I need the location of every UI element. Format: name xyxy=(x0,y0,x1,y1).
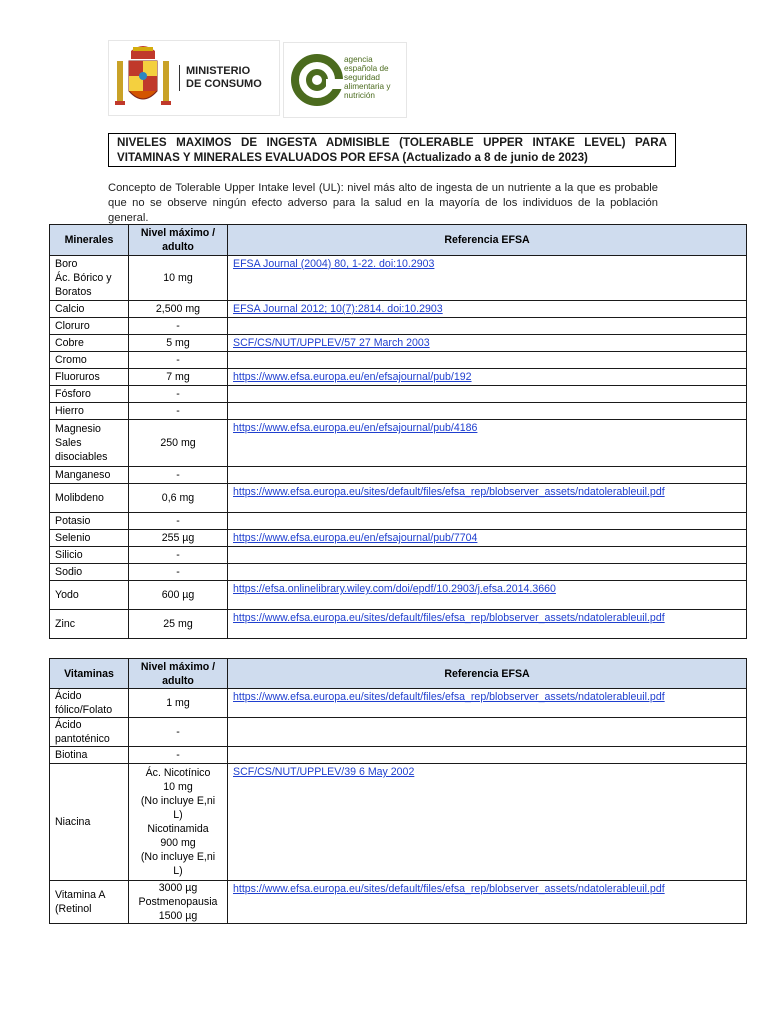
ministerio-line1: MINISTERIO xyxy=(186,65,251,77)
cell-name xyxy=(50,369,129,386)
aesan-line: seguridad xyxy=(344,73,380,82)
cell-level xyxy=(129,610,228,639)
cell-level-text: - xyxy=(176,405,180,417)
cell-level-text: 5 mg xyxy=(166,337,190,349)
cell-level xyxy=(129,881,228,924)
cell-name xyxy=(50,610,129,639)
table-row xyxy=(50,467,747,484)
cell-name-text: Yodo xyxy=(55,589,79,601)
cell-name-text: Cloruro xyxy=(55,320,90,332)
cell-level-text: - xyxy=(176,320,180,332)
cell-level-text: 1 mg xyxy=(166,697,190,709)
aesan-line: española de xyxy=(344,64,389,73)
cell-reference xyxy=(228,335,747,352)
cell-reference xyxy=(228,689,747,718)
cell-level xyxy=(129,467,228,484)
cell-reference xyxy=(228,764,747,881)
reference-link[interactable]: SCF/CS/NUT/UPPLEV/39 6 May 2002 xyxy=(233,766,415,778)
cell-name-text: Calcio xyxy=(55,303,85,315)
cell-name xyxy=(50,718,129,747)
cell-reference xyxy=(228,352,747,369)
cell-name-text: Selenio xyxy=(55,532,91,544)
table-header-row xyxy=(50,659,747,689)
table-row xyxy=(50,881,747,924)
cell-reference xyxy=(228,530,747,547)
cell-reference xyxy=(228,386,747,403)
cell-name xyxy=(50,747,129,764)
table-row xyxy=(50,386,747,403)
cell-name xyxy=(50,301,129,318)
header-vitaminas: Vitaminas xyxy=(50,659,129,689)
cell-level-text: - xyxy=(176,388,180,400)
cell-level-text: 25 mg xyxy=(163,618,193,630)
cell-reference xyxy=(228,301,747,318)
cell-level xyxy=(129,764,228,881)
reference-link[interactable]: EFSA Journal 2012; 10(7):2814. doi:10.2903 xyxy=(233,303,443,315)
reference-link[interactable]: EFSA Journal (2004) 80, 1-22. doi:10.2903 xyxy=(233,258,435,270)
aesan-line: nutrición xyxy=(344,91,375,100)
table-row xyxy=(50,318,747,335)
cell-level xyxy=(129,484,228,513)
cell-name xyxy=(50,403,129,420)
table-row xyxy=(50,547,747,564)
ul-concept-paragraph: Concepto de Tolerable Upper Intake level (UL): nivel más alto de ingesta de un nutriente a la que es probable que no se observe ningún efecto adverso para la salud en la mayoría de los individuos de la población general. xyxy=(108,182,658,224)
cell-level-text: - xyxy=(176,354,180,366)
cell-reference xyxy=(228,467,747,484)
cell-name xyxy=(50,513,129,530)
table-row xyxy=(50,513,747,530)
cell-name xyxy=(50,764,129,881)
cell-level xyxy=(129,301,228,318)
cell-name-text: Boro Ác. Bórico y Boratos xyxy=(55,258,112,298)
table-row xyxy=(50,530,747,547)
table-row xyxy=(50,301,747,318)
table-row xyxy=(50,564,747,581)
cell-level xyxy=(129,564,228,581)
header-minerales: Minerales xyxy=(50,225,129,256)
aesan-line: agencia xyxy=(344,55,373,64)
cell-reference xyxy=(228,747,747,764)
cell-reference xyxy=(228,564,747,581)
cell-level-text: 0,6 mg xyxy=(161,492,195,504)
reference-link[interactable]: https://efsa.onlinelibrary.wiley.com/doi/epdf/10.2903/j.efsa.2014.3660 xyxy=(233,583,556,595)
aesan-spiral-icon xyxy=(290,53,344,107)
cell-reference xyxy=(228,420,747,467)
reference-link[interactable]: https://www.efsa.europa.eu/sites/default/files/efsa_rep/blobserver_assets/ndatolerableuil.pdf xyxy=(233,691,665,703)
cell-level-text: - xyxy=(176,566,180,578)
cell-level-text: 7 mg xyxy=(166,371,190,383)
cell-reference xyxy=(228,547,747,564)
cell-name xyxy=(50,386,129,403)
cell-level-text: - xyxy=(176,515,180,527)
cell-level-text: - xyxy=(176,549,180,561)
cell-reference xyxy=(228,318,747,335)
cell-name-text: Hierro xyxy=(55,405,84,417)
cell-name xyxy=(50,581,129,610)
cell-name-text: Cromo xyxy=(55,354,87,366)
cell-level xyxy=(129,318,228,335)
cell-reference xyxy=(228,718,747,747)
cell-name xyxy=(50,335,129,352)
cell-level-text: 10 mg xyxy=(163,272,193,284)
table-row xyxy=(50,420,747,467)
cell-level xyxy=(129,530,228,547)
header-referencia: Referencia EFSA xyxy=(228,225,747,256)
cell-name xyxy=(50,352,129,369)
aesan-logo xyxy=(283,42,407,118)
cell-reference xyxy=(228,256,747,301)
table-row xyxy=(50,747,747,764)
cell-level xyxy=(129,403,228,420)
reference-link[interactable]: https://www.efsa.europa.eu/en/efsajournal/pub/7704 xyxy=(233,532,478,544)
ministerio-text xyxy=(179,65,262,91)
cell-name-text: Fluoruros xyxy=(55,371,100,383)
cell-level-text: - xyxy=(176,469,180,481)
cell-name-text: Magnesio Sales disociables xyxy=(55,423,108,463)
reference-link[interactable]: https://www.efsa.europa.eu/sites/default/files/efsa_rep/blobserver_assets/ndatolerableuil.pdf xyxy=(233,486,665,498)
cell-level-text: 3000 µg Postmenopausia 1500 µg xyxy=(138,882,218,922)
cell-level-text: 2,500 mg xyxy=(155,303,201,315)
cell-name xyxy=(50,564,129,581)
reference-link[interactable]: https://www.efsa.europa.eu/sites/default/files/efsa_rep/blobserver_assets/ndatolerableuil.pdf xyxy=(233,883,665,895)
cell-name xyxy=(50,689,129,718)
cell-name xyxy=(50,467,129,484)
coat-of-arms-icon xyxy=(113,43,173,113)
cell-level xyxy=(129,256,228,301)
cell-name xyxy=(50,256,129,301)
cell-level-text: 600 µg xyxy=(161,589,195,601)
cell-name xyxy=(50,530,129,547)
header-nivel-maximo: Nivel máximo / adulto xyxy=(129,659,228,689)
reference-link[interactable]: SCF/CS/NUT/UPPLEV/57 27 March 2003 xyxy=(233,337,430,349)
minerals-table xyxy=(49,224,747,639)
cell-level xyxy=(129,689,228,718)
aesan-line: alimentaria y xyxy=(344,82,391,91)
cell-level-text: - xyxy=(176,726,180,738)
cell-level xyxy=(129,335,228,352)
table-row xyxy=(50,369,747,386)
cell-name-text: Niacina xyxy=(55,816,91,828)
cell-reference xyxy=(228,484,747,513)
cell-level xyxy=(129,420,228,467)
ministerio-consumo-logo xyxy=(108,40,280,116)
reference-link[interactable]: https://www.efsa.europa.eu/sites/default/files/efsa_rep/blobserver_assets/ndatolerableuil.pdf xyxy=(233,612,665,624)
cell-level-text: Ác. Nicotínico 10 mg (No incluye E,ni L) Nicotinamida 900 mg (No incluye E,ni L) xyxy=(140,767,216,877)
table-row xyxy=(50,484,747,513)
aesan-text xyxy=(344,55,390,100)
table-row xyxy=(50,403,747,420)
cell-name-text: Sodio xyxy=(55,566,83,578)
table-row xyxy=(50,335,747,352)
cell-reference xyxy=(228,513,747,530)
header-nivel-maximo: Nivel máximo / adulto xyxy=(129,225,228,256)
cell-name xyxy=(50,420,129,467)
cell-name-text: Fósforo xyxy=(55,388,91,400)
cell-name xyxy=(50,484,129,513)
table-row xyxy=(50,764,747,881)
cell-name-text: Silicio xyxy=(55,549,83,561)
cell-level xyxy=(129,513,228,530)
cell-level xyxy=(129,581,228,610)
header-referencia: Referencia EFSA xyxy=(228,659,747,689)
cell-name-text: Potasio xyxy=(55,515,91,527)
cell-name-text: Ácido pantoténico xyxy=(55,719,110,745)
table-row xyxy=(50,610,747,639)
cell-name-text: Molibdeno xyxy=(55,492,104,504)
reference-link[interactable]: https://www.efsa.europa.eu/en/efsajournal/pub/4186 xyxy=(233,422,478,434)
cell-reference xyxy=(228,881,747,924)
table-row xyxy=(50,581,747,610)
cell-name-text: Manganeso xyxy=(55,469,111,481)
reference-link[interactable]: https://www.efsa.europa.eu/en/efsajournal/pub/192 xyxy=(233,371,472,383)
cell-level xyxy=(129,386,228,403)
cell-reference xyxy=(228,581,747,610)
cell-name-text: Ácido fólico/Folato xyxy=(55,690,113,716)
cell-level-text: - xyxy=(176,749,180,761)
cell-level xyxy=(129,747,228,764)
table-row xyxy=(50,689,747,718)
table-header-row xyxy=(50,225,747,256)
cell-level xyxy=(129,369,228,386)
cell-name xyxy=(50,318,129,335)
cell-name xyxy=(50,547,129,564)
ministerio-line2: DE CONSUMO xyxy=(186,78,262,90)
cell-name-text: Vitamina A (Retinol xyxy=(55,889,106,915)
cell-name-text: Cobre xyxy=(55,337,84,349)
table-row xyxy=(50,718,747,747)
cell-reference xyxy=(228,369,747,386)
table-row xyxy=(50,256,747,301)
cell-level-text: 255 µg xyxy=(161,532,195,544)
cell-level xyxy=(129,718,228,747)
cell-name-text: Zinc xyxy=(55,618,76,630)
cell-name xyxy=(50,881,129,924)
table-row xyxy=(50,352,747,369)
cell-reference xyxy=(228,403,747,420)
cell-level-text: 250 mg xyxy=(160,437,196,449)
vitamins-table xyxy=(49,658,747,924)
cell-level xyxy=(129,352,228,369)
document-title: NIVELES MAXIMOS DE INGESTA ADMISIBLE (TOLERABLE UPPER INTAKE LEVEL) PARA VITAMINAS Y MINERALES EVALUADOS POR EFSA (Actualizado a 8 de junio de 2023) xyxy=(108,133,676,167)
cell-level xyxy=(129,547,228,564)
cell-reference xyxy=(228,610,747,639)
cell-name-text: Biotina xyxy=(55,749,88,761)
